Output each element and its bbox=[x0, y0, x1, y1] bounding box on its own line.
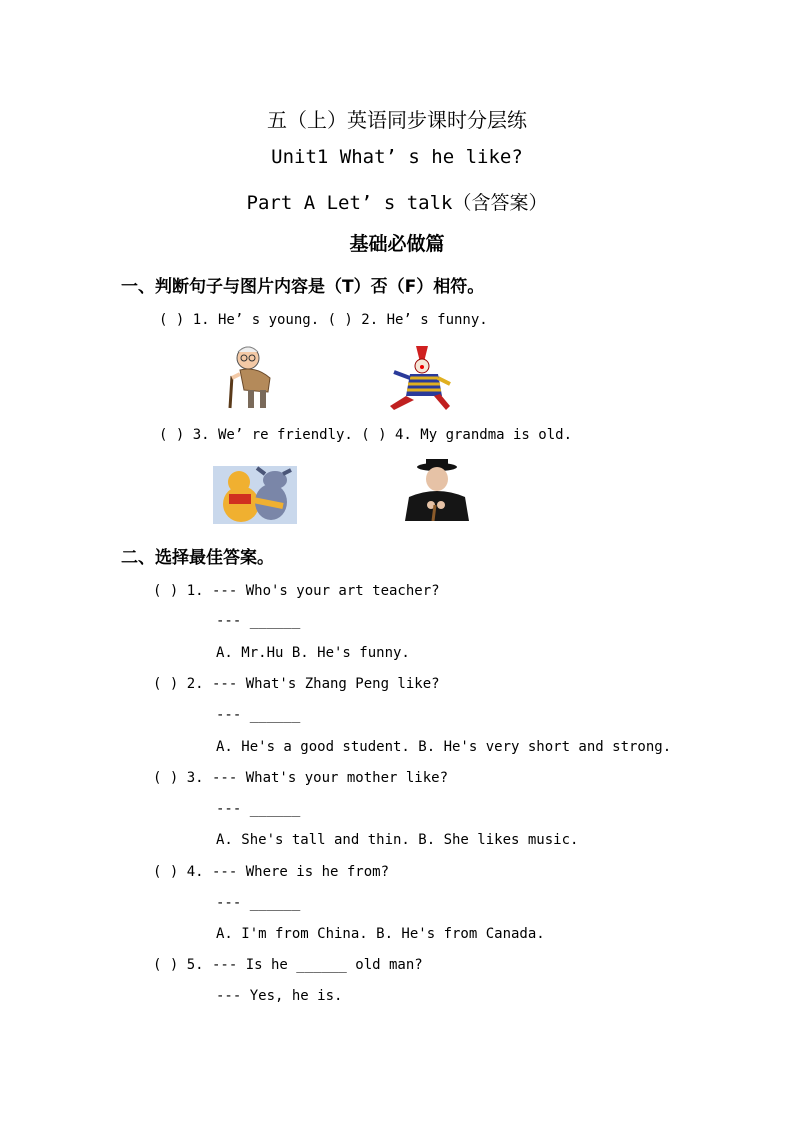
q4-answer-blank: --- ______ bbox=[216, 895, 301, 911]
q5-question: ( ) 5. --- Is he ______ old man? bbox=[153, 957, 423, 973]
q1-options: A. Mr.Hu B. He's funny. bbox=[216, 645, 410, 661]
page-title: 五（上）英语同步课时分层练 bbox=[267, 108, 527, 132]
q4-options: A. I'm from China. B. He's from Canada. bbox=[216, 926, 545, 942]
q1-question: ( ) 1. --- Who's your art teacher? bbox=[153, 583, 440, 599]
q3-question: ( ) 3. --- What's your mother like? bbox=[153, 770, 449, 786]
q3-answer-blank: --- ______ bbox=[216, 801, 301, 817]
section1-row1: ( ) 1. He’ s young. ( ) 2. He’ s funny. bbox=[159, 312, 488, 328]
q2-options: A. He's a good student. B. He's very short and strong. bbox=[216, 739, 672, 755]
unit-title: Unit1 What’ s he like? bbox=[271, 146, 523, 168]
section1-row2: ( ) 3. We’ re friendly. ( ) 4. My grandma is old. bbox=[159, 427, 573, 443]
q4-question: ( ) 4. --- Where is he from? bbox=[153, 864, 390, 880]
level-title: 基础必做篇 bbox=[349, 233, 445, 255]
q2-answer-blank: --- ______ bbox=[216, 707, 301, 723]
part-title: Part A Let’ s talk（含答案） bbox=[246, 192, 548, 214]
q2-question: ( ) 2. --- What's Zhang Peng like? bbox=[153, 676, 440, 692]
grandma-image bbox=[399, 459, 475, 521]
section1-heading: 一、判断句子与图片内容是（T）否（F）相符。 bbox=[121, 277, 485, 297]
old-man-image bbox=[218, 342, 290, 412]
q1-answer-blank: --- ______ bbox=[216, 613, 301, 629]
q5-answer: --- Yes, he is. bbox=[216, 988, 343, 1004]
q3-options: A. She's tall and thin. B. She likes music. bbox=[216, 832, 579, 848]
section2-heading: 二、选择最佳答案。 bbox=[121, 548, 274, 568]
friends-hugging-image bbox=[213, 466, 297, 524]
clown-image bbox=[384, 344, 454, 414]
